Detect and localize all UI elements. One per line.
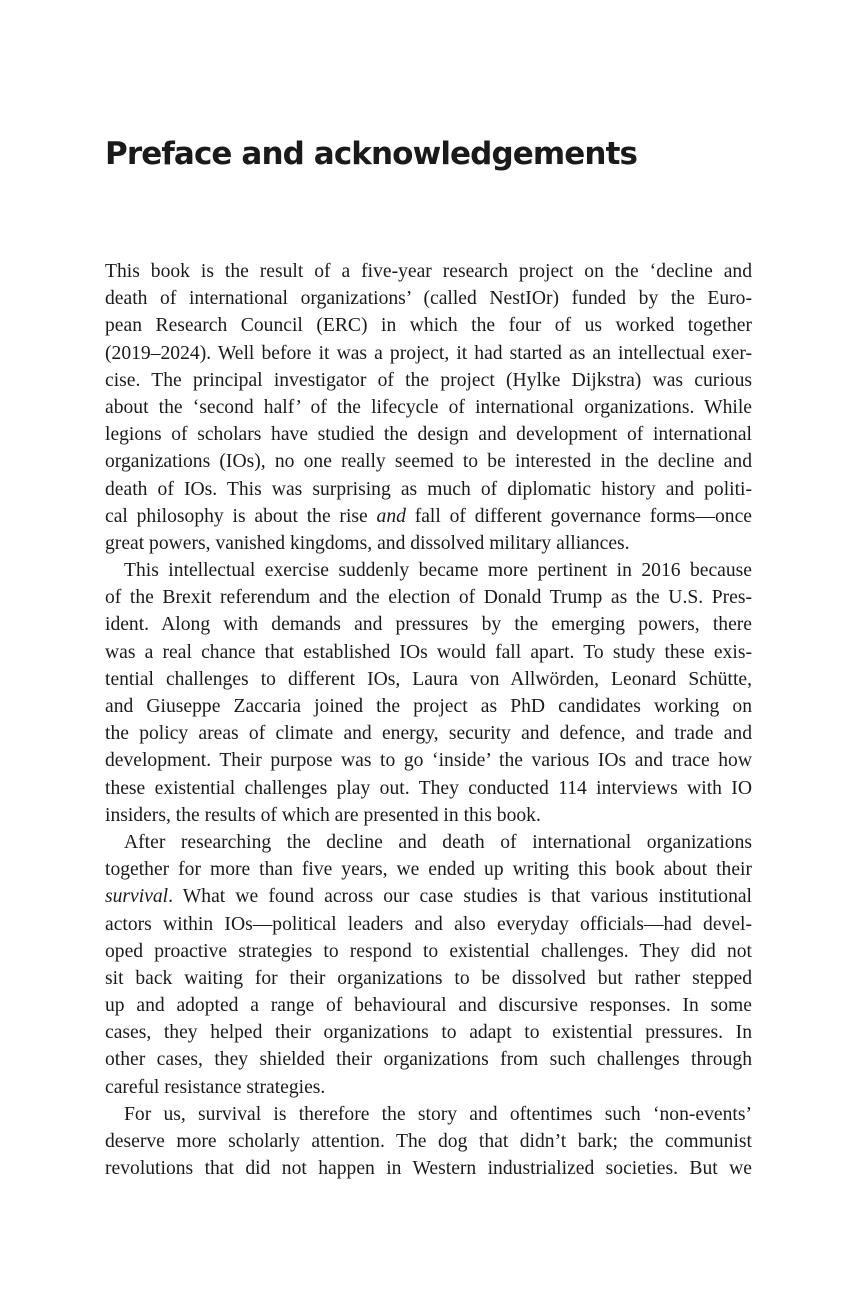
- text-line: death of international organizations’ (called NestIOr) funded by the Euro-: [105, 288, 752, 310]
- text-line: cases, they helped their organizations to adapt to existential pressures. In: [105, 1022, 752, 1044]
- text-line: [105, 883, 752, 910]
- paragraph: [105, 1101, 752, 1183]
- text-line: cise. The principal investigator of the project (Hylke Dijkstra) was curious: [105, 369, 752, 391]
- text-line: about the ‘second half’ of the lifecycle of international organizations. While: [105, 396, 752, 418]
- text-line: these existential challenges play out. They conducted 114 interviews with IO: [105, 777, 752, 799]
- text-line: was a real chance that established IOs would fall apart. To study these exis-: [105, 641, 752, 663]
- paragraph: [105, 258, 752, 557]
- text-line: of the Brexit referendum and the election of Donald Trump as the U.S. Pres-: [105, 587, 752, 609]
- italic-text: survival: [105, 886, 169, 908]
- paragraph: [105, 829, 752, 1101]
- text-line: death of IOs. This was surprising as much of diplomatic history and politi-: [105, 478, 752, 500]
- text-line: actors within IOs—political leaders and also everyday officials—had devel-: [105, 913, 752, 935]
- text-line: other cases, they shielded their organizations from such challenges through: [105, 1049, 752, 1071]
- text-line: This intellectual exercise suddenly became more pertinent in 2016 because: [124, 560, 752, 582]
- text-line: pean Research Council (ERC) in which the four of us worked together: [105, 315, 752, 337]
- text-segment: . What we found across our case studies is that various institutional: [168, 886, 752, 908]
- text-line: up and adopted a range of behavioural and discursive responses. In some: [105, 995, 752, 1017]
- text-line: great powers, vanished kingdoms, and dissolved military alliances.: [105, 532, 630, 554]
- text-line: sit back waiting for their organizations to be dissolved but rather stepped: [105, 967, 752, 989]
- text-line: tential challenges to different IOs, Laura von Allwörden, Leonard Schütte,: [105, 668, 752, 690]
- text-line: After researching the decline and death of international organizations: [124, 831, 752, 853]
- text-line: [105, 503, 752, 530]
- text-line: ident. Along with demands and pressures by the emerging powers, there: [105, 614, 752, 636]
- text-line: together for more than five years, we ended up writing this book about their: [105, 859, 752, 881]
- paragraph: [105, 557, 752, 829]
- text-line: This book is the result of a five-year research project on the ‘decline and: [105, 261, 752, 282]
- body-text: [105, 258, 752, 1182]
- text-line: (2019–2024). Well before it was a project, it had started as an intellectual exer-: [105, 342, 752, 364]
- text-segment: fall of different governance forms—once: [405, 505, 752, 527]
- chapter-title: Preface and acknowledgements: [105, 136, 638, 172]
- text-line: organizations (IOs), no one really seemed to be interested in the decline and: [105, 451, 752, 473]
- text-line: and Giuseppe Zaccaria joined the project as PhD candidates working on: [105, 696, 752, 717]
- text-line: For us, survival is therefore the story and oftentimes such ‘non-events’: [124, 1103, 752, 1125]
- text-line: legions of scholars have studied the design and development of international: [105, 424, 752, 446]
- text-line: careful resistance strategies.: [105, 1076, 326, 1098]
- text-segment: cal philosophy is about the rise: [105, 505, 377, 527]
- text-line: deserve more scholarly attention. The dog that didn’t bark; the communist: [105, 1131, 752, 1152]
- text-line: revolutions that did not happen in Western industrialized societies. But we: [105, 1158, 752, 1180]
- italic-text: and: [376, 505, 406, 527]
- text-line: insiders, the results of which are presented in this book.: [105, 804, 541, 826]
- text-line: oped proactive strategies to respond to existential challenges. They did not: [105, 940, 752, 962]
- text-line: development. Their purpose was to go ‘inside’ the various IOs and trace how: [105, 750, 752, 772]
- text-line: the policy areas of climate and energy, security and defence, and trade and: [105, 723, 752, 745]
